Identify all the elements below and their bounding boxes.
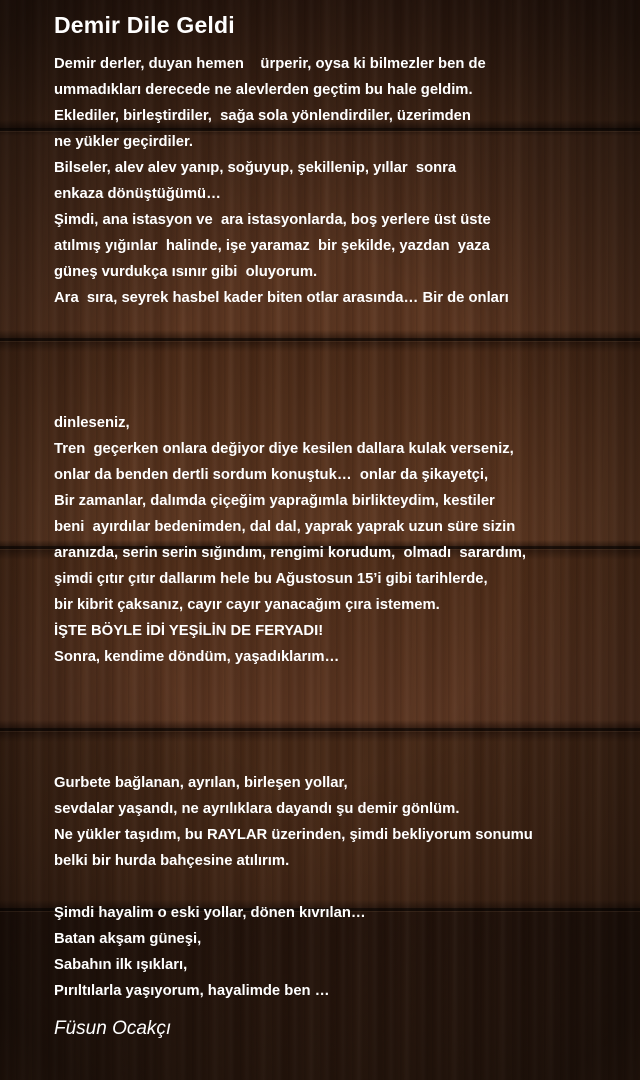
poem-line: ummadıkları derecede ne alevlerden geçtim bu hale geldim. xyxy=(54,82,473,98)
poem-line: Bilseler, alev alev yanıp, soğuyup, şekillenip, yıllar sonra xyxy=(54,160,457,176)
poem-line: Sabahın ilk ışıkları, xyxy=(54,957,188,973)
poem-line: bir kibrit çaksanız, cayır cayır yanacağım çıra istemem. xyxy=(54,597,440,613)
poem-line: Şimdi hayalim o eski yollar, dönen kıvrılan… xyxy=(54,905,366,921)
poem-line: Ara sıra, seyrek hasbel kader biten otlar arasında… Bir de onları xyxy=(54,290,509,306)
poem-line: aranızda, serin serin sığındım, rengimi korudum, olmadı sarardım, xyxy=(54,545,526,561)
poem-line: beni ayırdılar bedenimden, dal dal, yaprak yaprak uzun süre sizin xyxy=(54,519,516,535)
poem-line: Demir derler, duyan hemen ürperir, oysa ki bilmezler ben de xyxy=(54,56,486,72)
poem-stanza-2 xyxy=(54,410,624,670)
poem-line: belki bir hurda bahçesine atılırım. xyxy=(54,853,290,869)
poem-line: şimdi çıtır çıtır dallarım hele bu Ağustosun 15’i gibi tarihlerde, xyxy=(54,571,488,587)
poem-line: sevdalar yaşandı, ne ayrılıklara dayandı şu demir gönlüm. xyxy=(54,801,460,817)
poem-line: Ne yükler taşıdım, bu RAYLAR üzerinden, şimdi bekliyorum sonumu xyxy=(54,827,533,843)
wood-plank-seam xyxy=(0,338,640,341)
poem-line: onlar da benden dertli sordum konuştuk… onlar da şikayetçi, xyxy=(54,467,489,483)
poem-line: Pırıltılarla yaşıyorum, hayalimde ben … xyxy=(54,983,330,999)
poem-stanza-1 xyxy=(54,51,624,311)
poem-line: Eklediler, birleştirdiler, sağa sola yönlendirdiler, üzerimden xyxy=(54,108,471,124)
poem-line: İŞTE BÖYLE İDİ YEŞİLİN DE FERYADI! xyxy=(54,623,324,639)
poem-line: ne yükler geçirdiler. xyxy=(54,134,193,150)
wood-plank-seam xyxy=(0,728,640,731)
poem-author: Füsun Ocakçı xyxy=(54,1018,172,1039)
stanza-gap xyxy=(54,874,624,900)
poem-line: Şimdi, ana istasyon ve ara istasyonlarda, boş yerlere üst üste xyxy=(54,212,491,228)
poem-line: dinleseniz, xyxy=(54,415,130,431)
poem-line: Bir zamanlar, dalımda çiçeğim yaprağımla birlikteydim, kestiler xyxy=(54,493,495,509)
poem-line: enkaza dönüştüğümü… xyxy=(54,186,221,202)
poem-line: Sonra, kendime döndüm, yaşadıklarım… xyxy=(54,649,340,665)
poem-line: Gurbete bağlanan, ayrılan, birleşen yollar, xyxy=(54,775,348,791)
poem-title: Demir Dile Geldi xyxy=(54,12,235,38)
poem-line: güneş vurdukça ısınır gibi oluyorum. xyxy=(54,264,318,280)
poem-line: Tren geçerken onlara değiyor diye kesilen dallara kulak verseniz, xyxy=(54,441,514,457)
poem-stanza-3 xyxy=(54,770,624,1004)
poem-line: atılmış yığınlar halinde, işe yaramaz bir şekilde, yazdan yaza xyxy=(54,238,490,254)
poem-line: Batan akşam güneşi, xyxy=(54,931,202,947)
